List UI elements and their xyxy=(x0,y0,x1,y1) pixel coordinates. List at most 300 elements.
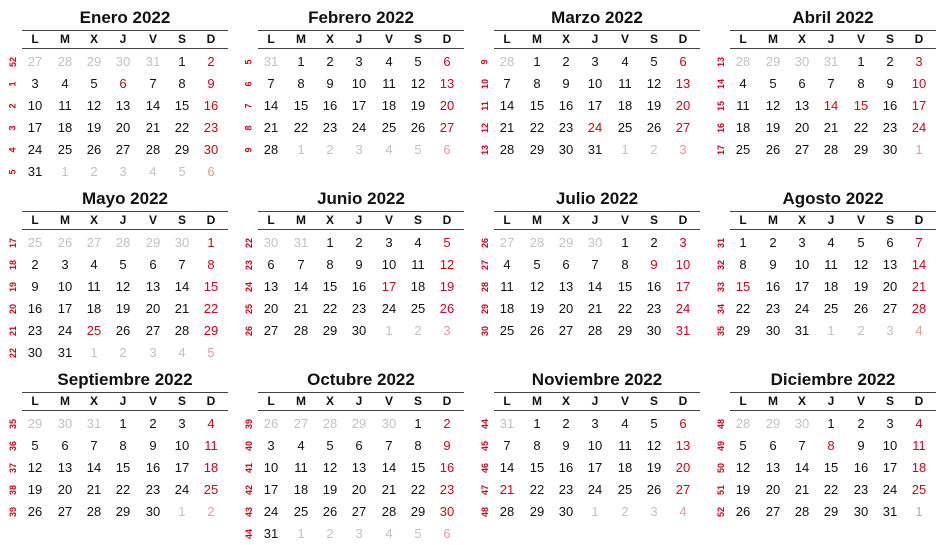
day-cell: 19 xyxy=(765,120,781,135)
weekday-header: X xyxy=(561,213,570,227)
day-cell: 22 xyxy=(115,482,131,497)
week-number: 9 xyxy=(479,59,490,65)
day-cell: 23 xyxy=(558,120,574,135)
weekday-header: L xyxy=(267,213,275,227)
weekday-header: S xyxy=(885,32,894,46)
week-number: 12 xyxy=(479,122,490,134)
weekday-header: J xyxy=(591,32,599,46)
day-cell: 4 xyxy=(739,76,747,91)
day-cell: 1 xyxy=(414,416,422,431)
weekday-header: V xyxy=(384,32,393,46)
day-cell: 30 xyxy=(558,504,574,519)
adjacent-month-day: 3 xyxy=(119,164,127,179)
adjacent-month-day: 28 xyxy=(322,416,338,431)
weekday-header: L xyxy=(31,32,39,46)
day-cell: 29 xyxy=(410,504,426,519)
adjacent-month-day: 6 xyxy=(443,142,451,157)
day-cell: 11 xyxy=(500,279,514,294)
month-title: Diciembre 2022 xyxy=(770,370,896,389)
day-cell: 2 xyxy=(769,235,777,250)
day-cell: 19 xyxy=(735,482,751,497)
day-cell: 30 xyxy=(203,142,219,157)
day-cell: 30 xyxy=(27,345,43,360)
day-cell: 28 xyxy=(263,142,279,157)
day-cell: 10 xyxy=(174,438,190,453)
day-cell: 4 xyxy=(915,416,923,431)
day-cell: 8 xyxy=(414,438,422,453)
day-cell: 20 xyxy=(145,301,161,316)
divider xyxy=(22,229,228,230)
day-cell: 10 xyxy=(911,76,927,91)
week-number: 48 xyxy=(479,506,490,518)
day-cell: 5 xyxy=(326,438,334,453)
weekday-header: J xyxy=(591,394,599,408)
day-cell: 1 xyxy=(207,235,215,250)
week-number: 21 xyxy=(7,325,18,337)
day-cell: 25 xyxy=(617,482,633,497)
adjacent-month-day: 26 xyxy=(263,416,279,431)
day-cell: 30 xyxy=(145,504,161,519)
day-cell: 10 xyxy=(263,460,279,475)
day-cell: 12 xyxy=(646,438,662,453)
weekday-header: X xyxy=(325,32,334,46)
day-cell: 11 xyxy=(618,76,632,91)
weekday-header: S xyxy=(649,32,658,46)
day-cell: 3 xyxy=(591,416,599,431)
day-cell: 12 xyxy=(115,279,131,294)
day-cell: 15 xyxy=(735,279,751,294)
day-cell: 31 xyxy=(794,323,810,338)
day-cell: 28 xyxy=(499,142,515,157)
adjacent-month-day: 30 xyxy=(794,416,810,431)
day-cell: 13 xyxy=(115,98,131,113)
weekday-header: X xyxy=(561,32,570,46)
adjacent-month-day: 1 xyxy=(385,323,393,338)
week-number: 15 xyxy=(715,100,726,112)
day-cell: 28 xyxy=(381,504,397,519)
adjacent-month-day: 5 xyxy=(178,164,186,179)
month-title: Julio 2022 xyxy=(555,189,639,208)
day-cell: 14 xyxy=(499,98,515,113)
day-cell: 13 xyxy=(263,279,279,294)
weekday-header: M xyxy=(296,394,306,408)
day-cell: 12 xyxy=(735,460,751,475)
day-cell: 21 xyxy=(86,482,102,497)
weekday-header: J xyxy=(119,32,127,46)
day-cell: 1 xyxy=(827,416,835,431)
day-cell: 17 xyxy=(794,279,810,294)
day-cell: 16 xyxy=(203,98,219,113)
day-cell: 11 xyxy=(824,257,838,272)
day-cell: 10 xyxy=(587,438,603,453)
day-cell: 11 xyxy=(618,438,632,453)
day-cell: 19 xyxy=(529,301,545,316)
day-cell: 14 xyxy=(263,98,279,113)
adjacent-month-day: 3 xyxy=(679,142,687,157)
day-cell: 13 xyxy=(675,76,691,91)
day-cell: 27 xyxy=(115,142,131,157)
day-cell: 28 xyxy=(293,323,309,338)
day-cell: 16 xyxy=(882,98,898,113)
day-cell: 14 xyxy=(293,279,309,294)
day-cell: 16 xyxy=(439,460,455,475)
day-cell: 10 xyxy=(587,76,603,91)
day-cell: 30 xyxy=(646,323,662,338)
day-cell: 9 xyxy=(149,438,157,453)
weekday-header: X xyxy=(89,394,98,408)
adjacent-month-day: 28 xyxy=(735,416,751,431)
day-cell: 19 xyxy=(410,98,426,113)
day-cell: 6 xyxy=(443,54,451,69)
day-cell: 6 xyxy=(679,416,687,431)
weekday-header: S xyxy=(413,394,422,408)
week-number: 41 xyxy=(243,462,254,474)
week-number: 32 xyxy=(715,259,726,271)
day-cell: 7 xyxy=(503,438,511,453)
weekday-header: V xyxy=(384,394,393,408)
divider xyxy=(22,48,228,49)
day-cell: 19 xyxy=(646,98,662,113)
divider xyxy=(730,410,936,411)
day-cell: 5 xyxy=(119,257,127,272)
day-cell: 26 xyxy=(27,504,43,519)
day-cell: 13 xyxy=(145,279,161,294)
weekday-header: J xyxy=(355,394,363,408)
day-cell: 27 xyxy=(765,504,781,519)
adjacent-month-day: 29 xyxy=(27,416,43,431)
day-cell: 18 xyxy=(381,98,397,113)
day-cell: 26 xyxy=(735,504,751,519)
divider xyxy=(258,229,464,230)
week-number: 35 xyxy=(7,418,18,430)
day-cell: 20 xyxy=(439,98,455,113)
day-cell: 5 xyxy=(533,257,541,272)
week-number: 25 xyxy=(243,303,254,315)
week-number: 5 xyxy=(7,169,18,175)
day-cell: 25 xyxy=(911,482,927,497)
day-cell: 6 xyxy=(149,257,157,272)
weekday-header: S xyxy=(177,213,186,227)
week-number: 40 xyxy=(243,440,254,452)
weekday-header: V xyxy=(148,213,157,227)
adjacent-month-day: 3 xyxy=(650,504,658,519)
day-cell: 16 xyxy=(558,460,574,475)
day-cell: 29 xyxy=(203,323,219,338)
adjacent-month-day: 2 xyxy=(621,504,629,519)
adjacent-month-day: 29 xyxy=(145,235,161,250)
adjacent-month-day: 28 xyxy=(529,235,545,250)
day-cell: 21 xyxy=(794,482,810,497)
day-cell: 17 xyxy=(174,460,190,475)
day-cell: 20 xyxy=(765,482,781,497)
day-cell: 29 xyxy=(174,142,190,157)
weekday-header: D xyxy=(914,394,924,408)
week-number: 5 xyxy=(243,59,254,65)
day-cell: 21 xyxy=(145,120,161,135)
day-cell: 21 xyxy=(174,301,190,316)
day-cell: 14 xyxy=(823,98,839,113)
day-cell: 14 xyxy=(794,460,810,475)
day-cell: 2 xyxy=(149,416,157,431)
day-cell: 22 xyxy=(529,482,545,497)
weekday-header: S xyxy=(649,213,658,227)
weekday-header: V xyxy=(384,213,393,227)
day-cell: 14 xyxy=(587,279,603,294)
adjacent-month-day: 2 xyxy=(414,323,422,338)
day-cell: 19 xyxy=(115,301,131,316)
week-number: 13 xyxy=(715,56,726,68)
adjacent-month-day: 5 xyxy=(207,345,215,360)
day-cell: 26 xyxy=(439,301,455,316)
day-cell: 4 xyxy=(621,54,629,69)
day-cell: 26 xyxy=(529,323,545,338)
day-cell: 20 xyxy=(675,98,691,113)
day-cell: 12 xyxy=(646,76,662,91)
day-cell: 17 xyxy=(675,279,691,294)
day-cell: 31 xyxy=(587,142,603,157)
day-cell: 21 xyxy=(587,301,603,316)
week-number: 43 xyxy=(243,506,254,518)
adjacent-month-day: 29 xyxy=(86,54,102,69)
week-number: 6 xyxy=(243,81,254,87)
adjacent-month-day: 31 xyxy=(293,235,309,250)
day-cell: 7 xyxy=(385,438,393,453)
day-cell: 12 xyxy=(27,460,43,475)
adjacent-month-day: 29 xyxy=(765,416,781,431)
day-cell: 17 xyxy=(57,301,73,316)
week-number: 38 xyxy=(7,484,18,496)
day-cell: 26 xyxy=(646,120,662,135)
adjacent-month-day: 4 xyxy=(149,164,157,179)
day-cell: 5 xyxy=(443,235,451,250)
adjacent-month-day: 27 xyxy=(499,235,515,250)
week-number: 19 xyxy=(7,281,18,293)
month-title: Febrero 2022 xyxy=(308,8,414,27)
divider xyxy=(494,229,700,230)
day-cell: 29 xyxy=(529,142,545,157)
week-number: 1 xyxy=(7,81,18,87)
day-cell: 29 xyxy=(617,323,633,338)
day-cell: 2 xyxy=(857,416,865,431)
adjacent-month-day: 30 xyxy=(115,54,131,69)
adjacent-month-day: 5 xyxy=(414,142,422,157)
adjacent-month-day: 4 xyxy=(915,323,923,338)
week-number: 30 xyxy=(479,325,490,337)
week-number: 7 xyxy=(243,103,254,109)
day-cell: 19 xyxy=(322,482,338,497)
day-cell: 7 xyxy=(149,76,157,91)
day-cell: 13 xyxy=(57,460,73,475)
day-cell: 22 xyxy=(410,482,426,497)
day-cell: 20 xyxy=(351,482,367,497)
day-cell: 4 xyxy=(297,438,305,453)
day-cell: 26 xyxy=(410,120,426,135)
day-cell: 20 xyxy=(558,301,574,316)
weekday-header: V xyxy=(856,394,865,408)
day-cell: 14 xyxy=(499,460,515,475)
week-number: 22 xyxy=(243,237,254,249)
day-cell: 24 xyxy=(675,301,691,316)
day-cell: 6 xyxy=(769,438,777,453)
month-title: Enero 2022 xyxy=(79,8,171,27)
day-cell: 23 xyxy=(646,301,662,316)
weekday-header: D xyxy=(914,32,924,46)
week-number: 26 xyxy=(243,325,254,337)
day-cell: 13 xyxy=(794,98,810,113)
day-cell: 24 xyxy=(263,504,279,519)
day-cell: 17 xyxy=(587,98,603,113)
day-cell: 31 xyxy=(882,504,898,519)
day-cell: 3 xyxy=(355,54,363,69)
weekday-header: M xyxy=(532,213,542,227)
weekday-header: M xyxy=(532,32,542,46)
day-cell: 8 xyxy=(533,76,541,91)
day-cell: 19 xyxy=(86,120,102,135)
day-cell: 3 xyxy=(915,54,923,69)
day-cell: 7 xyxy=(178,257,186,272)
weekday-header: M xyxy=(768,32,778,46)
weekday-header: M xyxy=(532,394,542,408)
weekday-header: J xyxy=(355,32,363,46)
day-cell: 16 xyxy=(765,279,781,294)
month-block xyxy=(714,7,936,172)
weekday-header: D xyxy=(914,213,924,227)
day-cell: 25 xyxy=(293,504,309,519)
day-cell: 14 xyxy=(86,460,102,475)
day-cell: 1 xyxy=(119,416,127,431)
day-cell: 13 xyxy=(882,257,898,272)
adjacent-month-day: 30 xyxy=(794,54,810,69)
adjacent-month-day: 4 xyxy=(178,345,186,360)
day-cell: 8 xyxy=(207,257,215,272)
weekday-header: L xyxy=(503,213,511,227)
day-cell: 26 xyxy=(646,482,662,497)
day-cell: 21 xyxy=(823,120,839,135)
day-cell: 17 xyxy=(882,460,898,475)
adjacent-month-day: 1 xyxy=(61,164,69,179)
adjacent-month-day: 6 xyxy=(207,164,215,179)
weekday-header: V xyxy=(620,213,629,227)
day-cell: 27 xyxy=(675,120,691,135)
day-cell: 6 xyxy=(886,235,894,250)
adjacent-month-day: 31 xyxy=(823,54,839,69)
weekday-header: L xyxy=(503,394,511,408)
day-cell: 28 xyxy=(794,504,810,519)
day-cell: 23 xyxy=(27,323,43,338)
day-cell: 7 xyxy=(827,76,835,91)
weekday-header: L xyxy=(31,213,39,227)
week-number: 17 xyxy=(7,237,18,249)
adjacent-month-day: 29 xyxy=(351,416,367,431)
day-cell: 8 xyxy=(326,257,334,272)
month-block xyxy=(242,369,464,541)
day-cell: 11 xyxy=(204,438,218,453)
week-number: 8 xyxy=(243,125,254,131)
weekday-header: X xyxy=(561,394,570,408)
week-number: 49 xyxy=(715,440,726,452)
day-cell: 7 xyxy=(90,438,98,453)
week-number: 36 xyxy=(7,440,18,452)
weekday-header: D xyxy=(206,394,216,408)
adjacent-month-day: 28 xyxy=(115,235,131,250)
day-cell: 3 xyxy=(267,438,275,453)
day-cell: 15 xyxy=(853,98,869,113)
weekday-header: M xyxy=(60,394,70,408)
adjacent-month-day: 2 xyxy=(207,504,215,519)
day-cell: 1 xyxy=(739,235,747,250)
week-number: 4 xyxy=(7,147,18,153)
week-number: 44 xyxy=(243,528,254,540)
divider xyxy=(258,410,464,411)
day-cell: 11 xyxy=(411,257,425,272)
week-number: 17 xyxy=(715,144,726,156)
week-number: 50 xyxy=(715,462,726,474)
week-number: 14 xyxy=(715,78,726,90)
adjacent-month-day: 4 xyxy=(679,504,687,519)
day-cell: 22 xyxy=(174,120,190,135)
month-block xyxy=(6,369,228,534)
week-number: 23 xyxy=(243,259,254,271)
day-cell: 21 xyxy=(499,120,515,135)
day-cell: 27 xyxy=(675,482,691,497)
day-cell: 25 xyxy=(57,142,73,157)
month-title: Mayo 2022 xyxy=(82,189,168,208)
adjacent-month-day: 1 xyxy=(297,526,305,541)
day-cell: 22 xyxy=(617,301,633,316)
week-number: 13 xyxy=(479,144,490,156)
adjacent-month-day: 4 xyxy=(385,142,393,157)
day-cell: 25 xyxy=(203,482,219,497)
weekday-header: M xyxy=(296,32,306,46)
week-number: 39 xyxy=(243,418,254,430)
day-cell: 1 xyxy=(297,54,305,69)
divider xyxy=(258,48,464,49)
day-cell: 24 xyxy=(351,120,367,135)
weekday-header: M xyxy=(60,32,70,46)
day-cell: 13 xyxy=(675,438,691,453)
weekday-header: X xyxy=(797,213,806,227)
adjacent-month-day: 25 xyxy=(27,235,43,250)
day-cell: 18 xyxy=(57,120,73,135)
adjacent-month-day: 29 xyxy=(765,54,781,69)
adjacent-month-day: 1 xyxy=(178,504,186,519)
day-cell: 25 xyxy=(86,323,102,338)
day-cell: 9 xyxy=(443,438,451,453)
day-cell: 19 xyxy=(27,482,43,497)
day-cell: 2 xyxy=(31,257,39,272)
day-cell: 24 xyxy=(587,120,603,135)
day-cell: 25 xyxy=(499,323,515,338)
day-cell: 8 xyxy=(621,257,629,272)
day-cell: 7 xyxy=(503,76,511,91)
day-cell: 28 xyxy=(823,142,839,157)
day-cell: 6 xyxy=(798,76,806,91)
divider xyxy=(494,48,700,49)
week-number: 45 xyxy=(479,440,490,452)
day-cell: 22 xyxy=(735,301,751,316)
day-cell: 16 xyxy=(351,279,367,294)
day-cell: 18 xyxy=(617,98,633,113)
day-cell: 31 xyxy=(57,345,73,360)
day-cell: 13 xyxy=(558,279,574,294)
day-cell: 5 xyxy=(31,438,39,453)
divider xyxy=(22,410,228,411)
day-cell: 17 xyxy=(911,98,927,113)
day-cell: 3 xyxy=(385,235,393,250)
adjacent-month-day: 3 xyxy=(443,323,451,338)
day-cell: 26 xyxy=(322,504,338,519)
day-cell: 29 xyxy=(322,323,338,338)
